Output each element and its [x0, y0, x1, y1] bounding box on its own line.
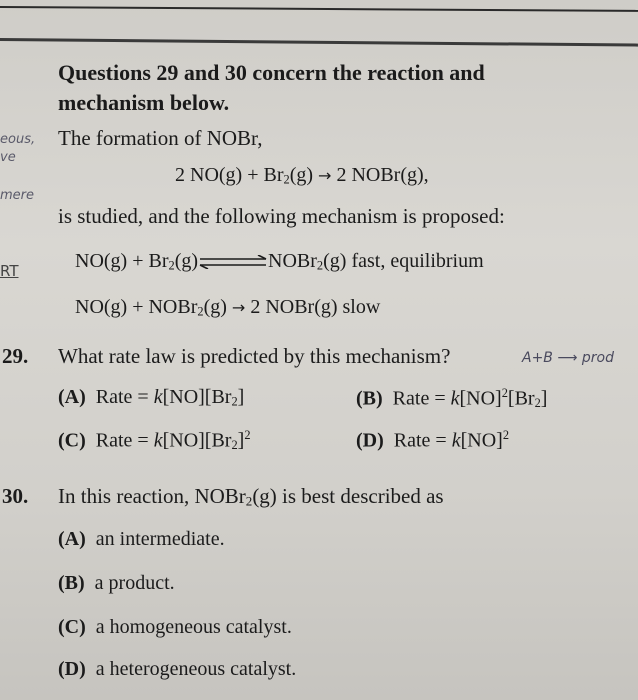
overall-right: 2 NOBr(g),: [331, 164, 429, 186]
option-rate-label: Rate =: [392, 387, 451, 410]
step1-mid: (g): [174, 250, 199, 272]
option-letter: (C): [58, 429, 86, 452]
option-letter: (B): [356, 387, 383, 410]
overall-left: 2 NO(g) + Br: [175, 164, 284, 186]
rate-constant: k: [153, 386, 163, 408]
formation-text: The formation of NOBr,: [58, 126, 263, 150]
overall-reaction: [175, 164, 429, 187]
q30-question-pre: In this reaction, NOBr: [58, 484, 246, 508]
top-rule: [0, 6, 638, 12]
option-body: [NO][Br: [162, 386, 232, 408]
overall-left-tail: (g): [289, 164, 319, 186]
questions-header-line1: Questions 29 and 30 concern the reaction and: [58, 60, 485, 85]
step1-left: NO(g) + Br: [75, 250, 169, 272]
step1-right: NOBr: [268, 250, 317, 272]
option-body: [NO]: [459, 387, 502, 410]
option-body2: [Br: [507, 387, 535, 410]
q29-handwriting: A+B ⟶ prod: [522, 350, 614, 366]
option-letter: (B): [58, 572, 85, 594]
q29-number: 29.: [2, 344, 29, 368]
margin-note-2: ve: [0, 150, 16, 165]
mechanism-step-1: [75, 250, 484, 273]
reaction-arrow-icon: →: [318, 166, 332, 185]
option-letter: (C): [58, 616, 86, 638]
q30-question-sub: 2: [245, 493, 253, 509]
q30-question-tail: (g) is best described as: [252, 484, 444, 508]
q30-option-a[interactable]: [58, 528, 225, 551]
step1-sub: 2: [168, 258, 175, 273]
option-text: an intermediate.: [95, 528, 225, 550]
option-rate-label: Rate =: [95, 386, 154, 408]
step2-arrow-icon: →: [231, 298, 246, 317]
q29-option-b[interactable]: [356, 386, 547, 411]
q29-question: What rate law is predicted by this mechanism?: [58, 344, 451, 368]
q30-option-c[interactable]: [58, 616, 292, 639]
option-sup: 2: [501, 386, 508, 400]
questions-header-line2: mechanism below.: [58, 90, 230, 115]
step2-mid: (g): [203, 296, 232, 318]
q29-option-a[interactable]: [58, 386, 244, 409]
option-text: a homogeneous catalyst.: [95, 616, 292, 638]
option-tail: ]: [237, 429, 245, 452]
page-rule: [0, 38, 638, 47]
step2-sub: 2: [197, 304, 204, 319]
q30-option-b[interactable]: [58, 572, 175, 595]
margin-note-1: eous,: [0, 132, 36, 147]
margin-note-3: mere: [0, 188, 35, 203]
margin-note-4: RT: [0, 262, 19, 280]
option-letter: (A): [58, 528, 86, 550]
option-sup: 2: [502, 428, 510, 442]
studied-text: is studied, and the following mechanism is proposed:: [58, 204, 505, 228]
q30-option-d[interactable]: [58, 658, 296, 681]
step2-right: 2 NOBr(g) slow: [245, 296, 381, 318]
option-sub: 2: [534, 395, 541, 410]
equilibrium-arrow-icon: [198, 255, 268, 269]
option-body: [NO]: [460, 429, 503, 452]
option-tail: ]: [540, 387, 548, 410]
option-rate-label: Rate =: [95, 429, 154, 452]
option-body: [NO][Br: [162, 429, 232, 452]
step1-right-sub: 2: [316, 258, 324, 273]
option-sup: 2: [244, 428, 251, 442]
option-sub: 2: [231, 437, 238, 452]
option-tail: ]: [237, 386, 245, 408]
rate-constant: k: [153, 429, 163, 452]
option-letter: (D): [58, 658, 86, 680]
option-rate-label: Rate =: [393, 429, 452, 452]
step1-right-tail: (g) fast, equilibrium: [323, 250, 484, 272]
option-text: a heterogeneous catalyst.: [95, 658, 297, 680]
rate-constant: k: [450, 387, 460, 410]
q30-question: [58, 484, 444, 510]
q30-number: 30.: [2, 484, 29, 508]
option-letter: (A): [58, 386, 86, 408]
mechanism-step-2: [75, 296, 380, 319]
option-text: a product.: [94, 572, 175, 594]
rate-constant: k: [451, 429, 461, 452]
q29-option-d[interactable]: [356, 428, 509, 452]
option-letter: (D): [356, 429, 384, 452]
q29-option-c[interactable]: [58, 428, 251, 453]
overall-left-sub: 2: [283, 172, 290, 187]
step2-left: NO(g) + NOBr: [75, 296, 198, 318]
option-sub: 2: [231, 394, 238, 409]
